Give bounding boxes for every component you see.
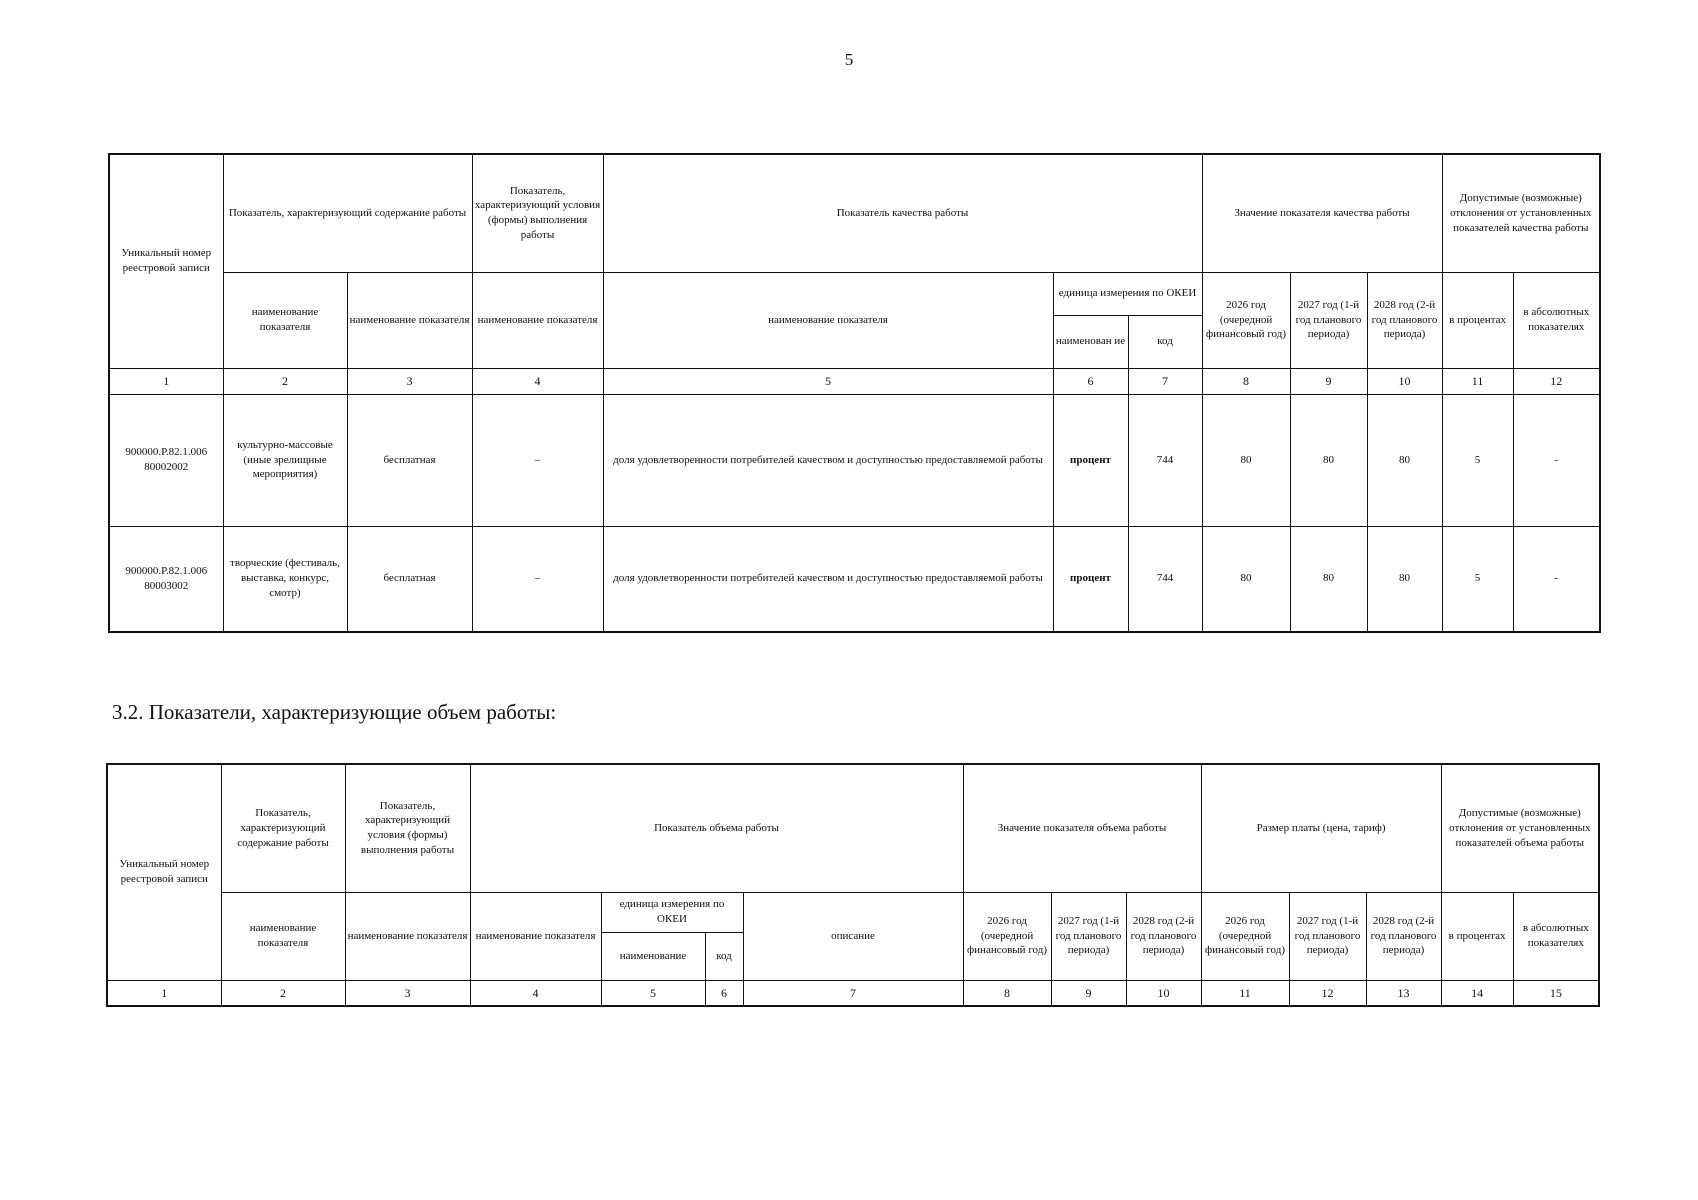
header-content-indicator: Показатель, характеризующий содержание работы <box>223 154 472 272</box>
column-index: 3 <box>345 980 470 1006</box>
indicator-name: доля удовлетворенности потребителей качеством и доступностью предоставляемой работы <box>603 394 1053 526</box>
column-index: 4 <box>470 980 601 1006</box>
header-unit-code: код <box>705 932 743 980</box>
header-absolute: в абсолютных показателях <box>1513 892 1599 980</box>
column-index: 14 <box>1441 980 1513 1006</box>
header-indicator-name: наименование показателя <box>223 272 347 368</box>
header-volume-2027: 2027 год (1-й год планового периода) <box>1051 892 1126 980</box>
column-index: 9 <box>1051 980 1126 1006</box>
volume-indicators-table <box>106 763 1600 1007</box>
column-index: 6 <box>1053 368 1128 394</box>
unit-name: процент <box>1053 526 1128 632</box>
column-index: 12 <box>1289 980 1366 1006</box>
header-conditions-indicator: Показатель, характеризующий условия (формы) выполнения работы <box>345 764 470 892</box>
header-okei-unit: единица измерения по ОКЕИ <box>601 892 743 932</box>
unit-name: процент <box>1053 394 1128 526</box>
deviation-percent: 5 <box>1442 394 1513 526</box>
header-quality-value: Значение показателя качества работы <box>1202 154 1442 272</box>
header-fee-2028: 2028 год (2-й год планового периода) <box>1366 892 1441 980</box>
header-conditions-indicator: Показатель, характеризующий условия (формы) выполнения работы <box>472 154 603 272</box>
column-index: 10 <box>1367 368 1442 394</box>
header-absolute: в абсолютных показателях <box>1513 272 1600 368</box>
work-condition: бесплатная <box>347 526 472 632</box>
value-2028: 80 <box>1367 394 1442 526</box>
header-percent: в процентах <box>1442 272 1513 368</box>
header-allowed-deviation: Допустимые (возможные) отклонения от установленных показателей объема работы <box>1441 764 1599 892</box>
header-unit-name: наименован ие <box>1053 315 1128 368</box>
indicator-name: доля удовлетворенности потребителей качеством и доступностью предоставляемой работы <box>603 526 1053 632</box>
header-indicator-name: наименование показателя <box>347 272 472 368</box>
column-index-row <box>109 368 1600 394</box>
header-year-2028: 2028 год (2-й год планового периода) <box>1367 272 1442 368</box>
value-2026: 80 <box>1202 394 1290 526</box>
page-number: 5 <box>844 50 854 69</box>
column-index: 6 <box>705 980 743 1006</box>
header-indicator-name: наименование показателя <box>603 272 1053 368</box>
column-index: 15 <box>1513 980 1599 1006</box>
header-indicator-name: наименование показателя <box>345 892 470 980</box>
header-fee-2026: 2026 год (очередной финансовый год) <box>1201 892 1289 980</box>
table-row <box>109 526 1600 632</box>
header-okei-unit: единица измерения по ОКЕИ <box>1053 272 1202 315</box>
value-2028: 80 <box>1367 526 1442 632</box>
header-unique-number: Уникальный номер реестровой записи <box>107 764 221 980</box>
header-description: описание <box>743 892 963 980</box>
column-index: 13 <box>1366 980 1441 1006</box>
column-index: 11 <box>1442 368 1513 394</box>
work-condition: бесплатная <box>347 394 472 526</box>
header-year-2026: 2026 год (очередной финансовый год) <box>1202 272 1290 368</box>
column-index-row <box>107 980 1599 1006</box>
column-index: 9 <box>1290 368 1367 394</box>
header-unique-number: Уникальный номер реестровой записи <box>109 154 223 368</box>
column-index: 11 <box>1201 980 1289 1006</box>
header-volume-value: Значение показателя объема работы <box>963 764 1201 892</box>
header-volume-2026: 2026 год (очередной финансовый год) <box>963 892 1051 980</box>
column-index: 8 <box>963 980 1051 1006</box>
value-2027: 80 <box>1290 526 1367 632</box>
header-content-indicator: Показатель, характеризующий содержание работы <box>221 764 345 892</box>
column-index: 12 <box>1513 368 1600 394</box>
work-form: – <box>472 394 603 526</box>
registry-number: 900000.Р.82.1.006 80002002 <box>109 394 223 526</box>
column-index: 10 <box>1126 980 1201 1006</box>
header-allowed-deviation: Допустимые (возможные) отклонения от установленных показателей качества работы <box>1442 154 1600 272</box>
header-indicator-name: наименование показателя <box>472 272 603 368</box>
work-content: творческие (фестиваль, выставка, конкурс, смотр) <box>223 526 347 632</box>
column-index: 4 <box>472 368 603 394</box>
column-index: 5 <box>603 368 1053 394</box>
header-percent: в процентах <box>1441 892 1513 980</box>
section-title: 3.2. Показатели, характеризующие объем работы: <box>112 700 557 724</box>
work-content: культурно-массовые (иные зрелищные мероприятия) <box>223 394 347 526</box>
header-volume-2028: 2028 год (2-й год планового периода) <box>1126 892 1201 980</box>
column-index: 7 <box>1128 368 1202 394</box>
column-index: 1 <box>107 980 221 1006</box>
table-row <box>109 394 1600 526</box>
unit-code: 744 <box>1128 526 1202 632</box>
column-index: 7 <box>743 980 963 1006</box>
quality-indicators-table <box>108 153 1601 633</box>
header-indicator-name: наименование показателя <box>470 892 601 980</box>
header-unit-name: наименование <box>601 932 705 980</box>
header-unit-code: код <box>1128 315 1202 368</box>
column-index: 8 <box>1202 368 1290 394</box>
deviation-absolute: - <box>1513 526 1600 632</box>
column-index: 1 <box>109 368 223 394</box>
header-indicator-name: наименование показателя <box>221 892 345 980</box>
work-form: – <box>472 526 603 632</box>
header-quality-indicator: Показатель качества работы <box>603 154 1202 272</box>
value-2026: 80 <box>1202 526 1290 632</box>
registry-number: 900000.Р.82.1.006 80003002 <box>109 526 223 632</box>
column-index: 3 <box>347 368 472 394</box>
deviation-absolute: - <box>1513 394 1600 526</box>
deviation-percent: 5 <box>1442 526 1513 632</box>
header-year-2027: 2027 год (1-й год планового периода) <box>1290 272 1367 368</box>
header-fee-2027: 2027 год (1-й год планового периода) <box>1289 892 1366 980</box>
unit-code: 744 <box>1128 394 1202 526</box>
header-volume-indicator: Показатель объема работы <box>470 764 963 892</box>
column-index: 5 <box>601 980 705 1006</box>
column-index: 2 <box>223 368 347 394</box>
header-fee-size: Размер платы (цена, тариф) <box>1201 764 1441 892</box>
column-index: 2 <box>221 980 345 1006</box>
value-2027: 80 <box>1290 394 1367 526</box>
